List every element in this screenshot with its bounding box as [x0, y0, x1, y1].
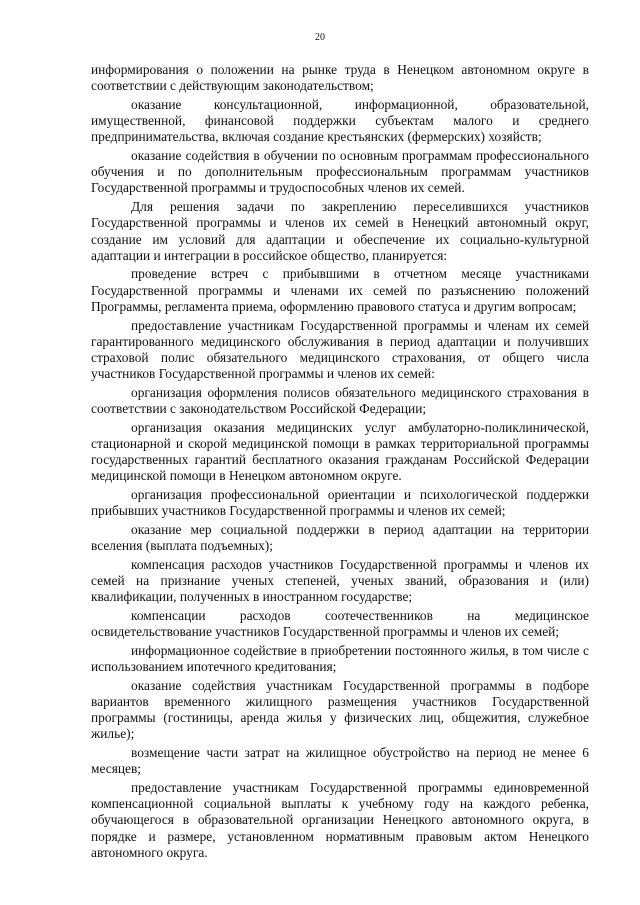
paragraph: информационное содействие в приобретении постоянного жилья, в том числе с использованием ипотечного кредитования; [91, 642, 589, 675]
paragraph: оказание мер социальной поддержки в период адаптации на территории вселения (выплата подъемных); [91, 521, 589, 554]
paragraph: оказание содействия в обучении по основным программам профессионального обучения и по дополнительным профессиональным программам участников Государственной программы и трудоспособных членов их семей. [91, 148, 589, 196]
paragraph: Для решения задачи по закреплению переселившихся участников Государственной программы и членов их семей в Ненецкий автономный округ, создание им условий для адаптации и обеспечение их социально-культурной адаптации и интеграции в российское общество, планируется: [91, 199, 589, 263]
page-number: 20 [315, 32, 325, 43]
paragraph: оказание содействия участникам Государственной программы в подборе вариантов временного жилищного размещения участников Государственной программы (гостиницы, аренда жилья у физических лиц, общежития, служебное жилье); [91, 677, 589, 742]
paragraph-continuation: информирования о положении на рынке труда в Ненецком автономном округе в соответствии с действующим законодательством; [91, 62, 589, 94]
paragraph: компенсации расходов соотечественников на медицинское освидетельствование участников Государственной программы и членов их семей; [91, 608, 589, 640]
paragraph: оказание консультационной, информационной, образовательной, имущественной, финансовой поддержки субъектам малого и среднего предпринимательства, включая создание крестьянских (фермерских) хозяйств; [91, 96, 589, 145]
paragraph: организация оформления полисов обязательного медицинского страхования в соответствии с законодательством Российской Федерации; [91, 384, 589, 417]
paragraph: предоставление участникам Государственной программы единовременной компенсационной социальной выплаты к учебному году на каждого ребенка, обучающегося в образовательной организации Ненецкого автономного округа, в порядке и размере, установленном нормативным правовым актом Ненецкого автономного округа. [91, 780, 589, 860]
paragraph: предоставление участникам Государственной программы и членам их семей гарантированного медицинского обслуживания в период адаптации и получивших страховой полис обязательного медицинского страхования, от общего числа участников Государственной программы и членов их семей: [91, 317, 589, 382]
document-body [91, 62, 589, 864]
paragraph: компенсация расходов участников Государственной программы и членов их семей на признание ученых степеней, ученых званий, образования и (или) квалификации, полученных в иностранном государстве; [91, 556, 589, 605]
paragraph: организация профессиональной ориентации и психологической поддержки прибывших участников Государственной программы и членов их семей; [91, 487, 589, 519]
paragraph: организация оказания медицинских услуг амбулаторно-поликлинической, стационарной и скорой медицинской помощи в рамках территориальной программы государственных гарантий бесплатного оказания гражданам Российской Федерации медицинской помощи в Ненецком автономном округе. [91, 419, 589, 484]
paragraph: проведение встреч с прибывшими в отчетном месяце участниками Государственной программы и членами их семей по разъяснению положений Программы, регламента приема, оформлению правового статуса и другим вопросам; [91, 266, 589, 314]
paragraph: возмещение части затрат на жилищное обустройство на период не менее 6 месяцев; [91, 745, 589, 777]
